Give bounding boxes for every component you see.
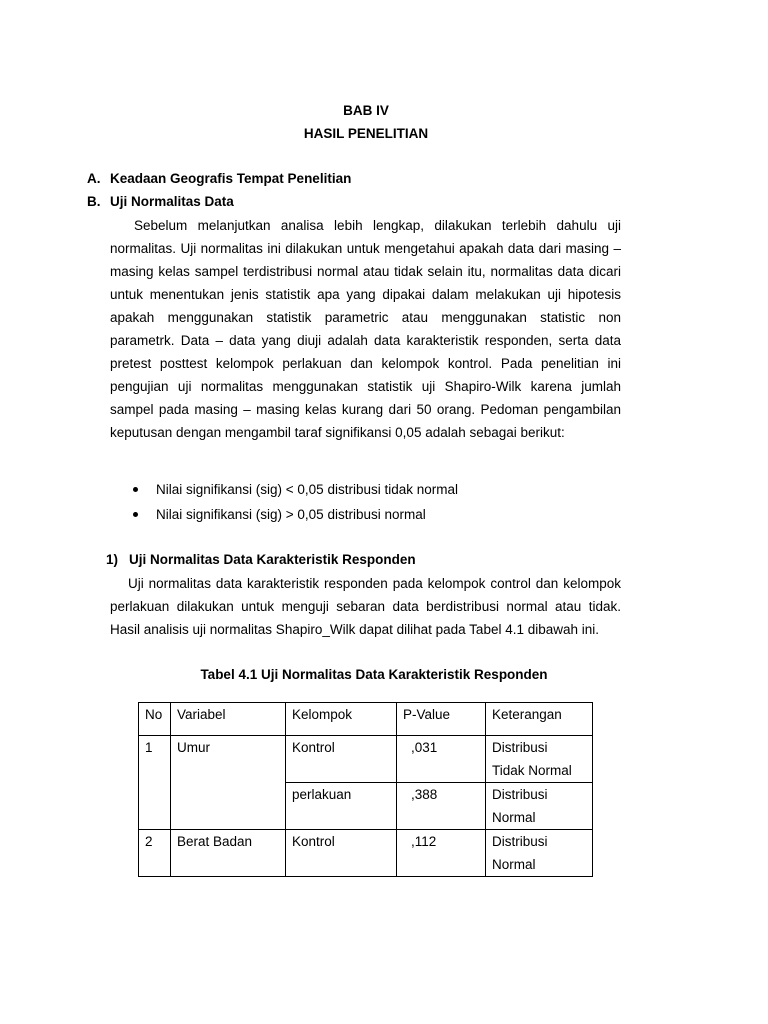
section-a-title: Keadaan Geografis Tempat Penelitian	[110, 171, 352, 186]
cell-pvalue: ,112	[397, 830, 486, 877]
cell-kelompok: Kontrol	[286, 830, 397, 877]
section-a-heading	[87, 171, 351, 186]
ket-line-2: Normal	[492, 857, 536, 872]
table-caption: Tabel 4.1 Uji Normalitas Data Karakteristik Responden	[200, 667, 548, 682]
table-header-row	[139, 703, 593, 736]
ket-line-2: Tidak Normal	[492, 763, 572, 778]
ket-line-1: Distribusi	[492, 787, 548, 802]
subsection-title: Uji Normalitas Data Karakteristik Responden	[129, 552, 416, 567]
header-variabel: Variabel	[171, 703, 286, 736]
cell-kelompok: perlakuan	[286, 783, 397, 830]
respondent-paragraph: Uji normalitas data karakteristik responden pada kelompok control dan kelompok perlakuan dilakukan untuk menguji sebaran data berdistribusi normal atau tidak. Hasil analisis uji normalitas Shapiro_Wilk dapat dilihat pada Tabel 4.1 dibawah ini.	[110, 576, 621, 637]
criteria-text: Nilai signifikansi (sig) > 0,05 distribusi normal	[156, 507, 426, 522]
ket-line-2: Normal	[492, 810, 536, 825]
normality-intro-paragraph: Sebelum melanjutkan analisa lebih lengkap, dilakukan terlebih dahulu uji normalitas. Uji normalitas ini dilakukan untuk mengetahui apakah data dari masing – masing kelas sampel terdistribusi normal atau tidak selain itu, normalitas data dicari untuk menentukan jenis statistik apa yang dipakai dalam melakukan uji hipotesis apakah menggunakan statistik parametric atau menggunakan statistic non parametrk. Data – data yang diuji adalah data karakteristik responden, serta data pretest posttest kelompok perlakuan dan kelompok kontrol. Pada penelitian ini pengujian uji normalitas menggunakan statistik uji Shapiro-Wilk karena jumlah sampel pada masing – masing kelas kurang dari 50 orang. Pedoman pengambilan keputusan dengan mengambil taraf signifikansi 0,05 adalah sebagai berikut:	[110, 218, 621, 440]
cell-keterangan	[486, 736, 593, 783]
cell-keterangan	[486, 830, 593, 877]
cell-no: 2	[139, 830, 171, 877]
header-no: No	[139, 703, 171, 736]
criteria-item	[132, 504, 458, 529]
section-b-heading	[87, 194, 234, 209]
criteria-text: Nilai signifikansi (sig) < 0,05 distribusi tidak normal	[156, 482, 458, 497]
bullet-icon	[133, 487, 138, 492]
section-b-title: Uji Normalitas Data	[110, 194, 234, 209]
table-row	[139, 736, 593, 783]
criteria-list	[132, 479, 458, 529]
ket-line-1: Distribusi	[492, 740, 548, 755]
cell-keterangan	[486, 783, 593, 830]
header-pvalue: P-Value	[397, 703, 486, 736]
bullet-icon	[133, 512, 138, 517]
cell-variabel: Umur	[171, 736, 286, 830]
cell-kelompok: Kontrol	[286, 736, 397, 783]
cell-pvalue: ,388	[397, 783, 486, 830]
section-a-letter: A.	[87, 171, 101, 186]
chapter-title: HASIL PENELITIAN	[303, 126, 429, 141]
chapter-label: BAB IV	[343, 103, 389, 118]
section-b-letter: B.	[87, 194, 101, 209]
header-kelompok: Kelompok	[286, 703, 397, 736]
criteria-item	[132, 479, 458, 504]
cell-variabel: Berat Badan	[171, 830, 286, 877]
table-row	[139, 830, 593, 877]
ket-line-1: Distribusi	[492, 834, 548, 849]
cell-pvalue: ,031	[397, 736, 486, 783]
subsection-heading	[106, 552, 416, 567]
cell-no: 1	[139, 736, 171, 830]
subsection-number: 1)	[106, 552, 119, 567]
normality-table	[138, 702, 593, 877]
header-keterangan: Keterangan	[486, 703, 593, 736]
